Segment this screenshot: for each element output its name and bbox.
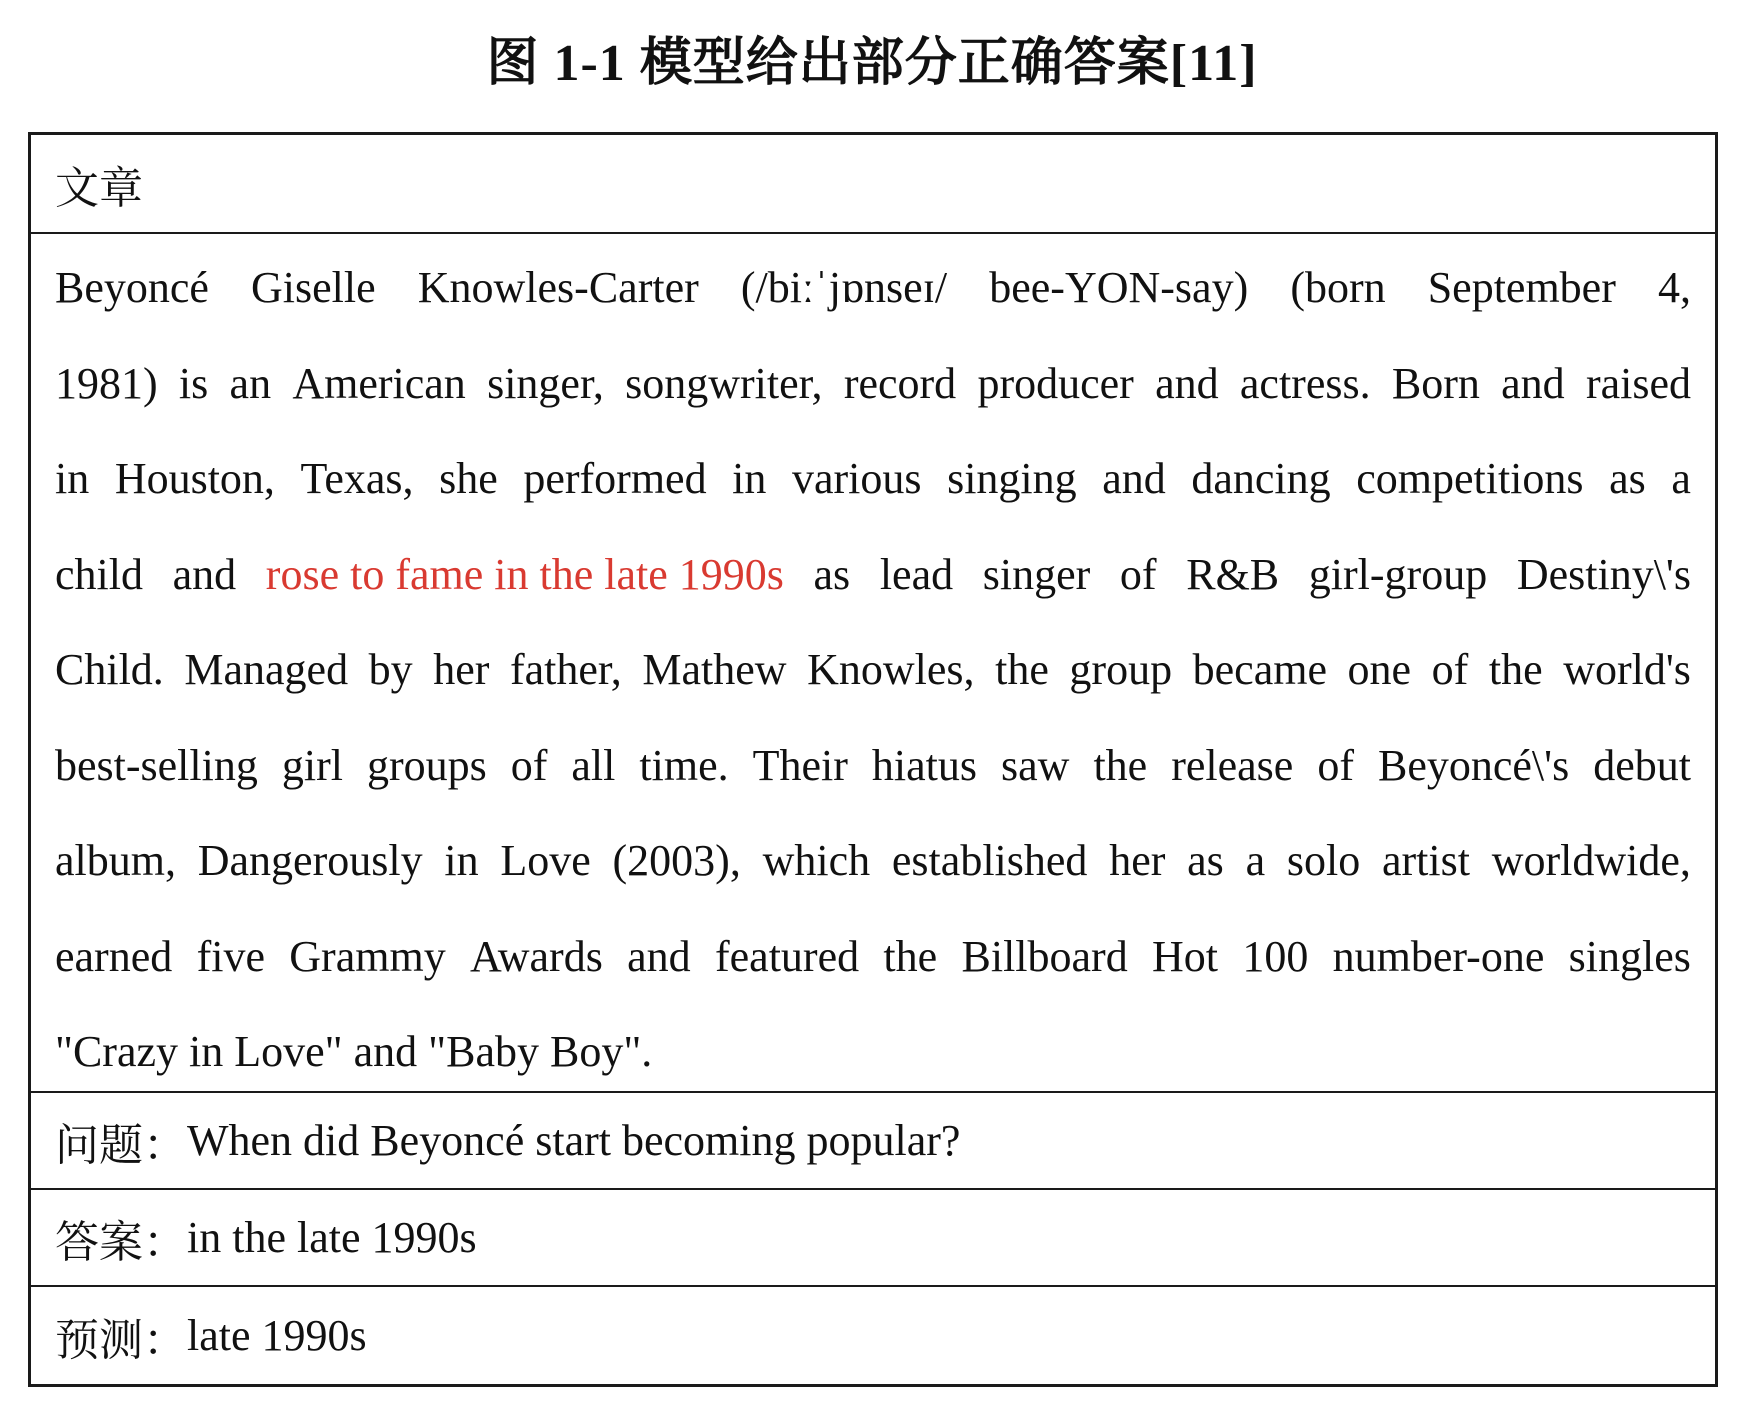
- passage-word: best-selling: [55, 740, 258, 790]
- passage-word: the: [883, 931, 938, 981]
- passage-word: performed: [523, 454, 707, 503]
- passage-word: a: [1245, 836, 1266, 885]
- passage-line: [55, 527, 1691, 623]
- answer-label: 答案：: [55, 1217, 187, 1267]
- passage-word: of: [1431, 645, 1469, 694]
- passage-word: established: [891, 836, 1088, 885]
- passage-word: Dangerously: [197, 836, 423, 885]
- passage-word: lead: [879, 549, 954, 599]
- passage-word: Giselle: [251, 263, 376, 312]
- passage-word: Billboard: [961, 931, 1128, 981]
- passage-word: Managed: [184, 645, 349, 694]
- passage-word: Texas,: [300, 454, 414, 503]
- passage-line: [55, 1004, 1691, 1100]
- passage-line: [55, 718, 1691, 814]
- passage-line: [55, 336, 1691, 432]
- passage-word: Mathew: [642, 645, 787, 694]
- passage-word: artist: [1381, 836, 1470, 885]
- passage-word: 100: [1242, 931, 1309, 981]
- passage-word: father,: [509, 645, 622, 694]
- question-text: When did Beyoncé start becoming popular?: [187, 1116, 961, 1165]
- passage-word: became: [1192, 645, 1327, 694]
- passage-word: singing: [947, 454, 1077, 503]
- passage-word: and: [1102, 454, 1166, 503]
- passage-word: "Crazy in Love" and "Baby Boy".: [55, 1027, 653, 1076]
- passage-line: [55, 813, 1691, 909]
- passage-word: as: [1187, 836, 1224, 885]
- qa-example-table: [28, 132, 1718, 1387]
- passage-word: her: [433, 645, 490, 694]
- passage-word: and: [627, 931, 691, 981]
- passage-word: Beyoncé\'s: [1377, 740, 1570, 790]
- passage-word: competitions: [1356, 454, 1584, 503]
- passage-word: release: [1171, 740, 1294, 790]
- prediction-text: late 1990s: [187, 1311, 367, 1360]
- passage-word: Awards: [470, 931, 603, 981]
- answer-text: in the late 1990s: [187, 1213, 477, 1262]
- passage-word: girl: [281, 740, 343, 790]
- passage-word: as: [1609, 454, 1646, 503]
- passage-word: a: [1671, 454, 1691, 503]
- question-row: [31, 1093, 1715, 1190]
- passage-word: girl-group: [1308, 549, 1488, 599]
- passage-word: her: [1109, 836, 1166, 885]
- passage-word: saw: [1001, 740, 1070, 790]
- passage-word: of: [1119, 549, 1157, 599]
- passage-word: (/biːˈjɒnseɪ/: [740, 263, 948, 312]
- passage-word: Child.: [55, 645, 164, 694]
- passage-word: child: [55, 549, 143, 599]
- passage-word: which: [762, 836, 871, 885]
- passage-word: 4,: [1657, 263, 1691, 312]
- passage-word: the: [995, 645, 1049, 694]
- passage-word: the: [1093, 740, 1148, 790]
- passage-word: songwriter,: [625, 358, 823, 408]
- passage-word: hiatus: [871, 740, 977, 790]
- passage-row: [31, 234, 1715, 1093]
- passage-word: in: [444, 836, 479, 885]
- passage-word: world's: [1563, 645, 1691, 694]
- passage-word: of: [1317, 740, 1354, 790]
- passage-word: bee-YON-say): [989, 263, 1249, 312]
- passage-word: one: [1347, 645, 1412, 694]
- passage-word: actress.: [1239, 358, 1371, 408]
- passage-word: featured: [714, 931, 860, 981]
- passage-word: 1981): [55, 358, 158, 408]
- passage-word: Houston,: [114, 454, 275, 503]
- figure-title: 图 1-1 模型给出部分正确答案[11]: [486, 35, 1258, 92]
- passage-word: an: [229, 358, 272, 408]
- passage-word: (2003),: [612, 836, 741, 885]
- passage-word: singer: [982, 549, 1091, 599]
- passage-word: Born: [1391, 358, 1480, 408]
- passage-line: [55, 431, 1691, 527]
- passage-word: Grammy: [289, 931, 446, 981]
- passage-word: album,: [55, 836, 176, 885]
- prediction-label: 预测：: [55, 1315, 187, 1365]
- passage-word: solo: [1286, 836, 1361, 885]
- passage-word: she: [439, 454, 498, 503]
- passage-word: singer,: [487, 358, 604, 408]
- answer-row: [31, 1190, 1715, 1287]
- passage-line: [55, 909, 1691, 1005]
- passage-word: producer: [977, 358, 1134, 408]
- prediction-row: [31, 1287, 1715, 1384]
- passage-word: Love: [500, 836, 591, 885]
- passage-word: dancing: [1191, 454, 1331, 503]
- passage-word: Destiny\'s: [1516, 549, 1691, 599]
- passage-word: in: [732, 454, 767, 503]
- passage-word: singles: [1568, 931, 1691, 981]
- passage-word: Their: [752, 740, 848, 790]
- passage-word: (born: [1290, 263, 1386, 312]
- passage-word: groups: [366, 740, 487, 790]
- passage-word: five: [196, 931, 265, 981]
- passage-word: record: [843, 358, 957, 408]
- passage-word: group: [1069, 645, 1173, 694]
- passage-word: Knowles,: [807, 645, 975, 694]
- question-label: 问题：: [55, 1120, 187, 1170]
- passage-word: is: [178, 358, 209, 408]
- passage-word: and: [172, 549, 237, 599]
- passage-word: R&B: [1186, 549, 1280, 599]
- passage-line: [55, 240, 1691, 336]
- passage-text: [55, 240, 1691, 1100]
- passage-line: [55, 622, 1691, 718]
- passage-word: as: [813, 549, 851, 599]
- passage-word: time.: [639, 740, 729, 790]
- passage-header: 文章: [55, 163, 143, 213]
- passage-word: by: [368, 645, 413, 694]
- passage-word: all: [571, 740, 616, 790]
- passage-word: various: [791, 454, 922, 503]
- passage-word: raised: [1585, 358, 1691, 408]
- passage-word: Hot: [1152, 931, 1219, 981]
- passage-word: earned: [55, 931, 173, 981]
- passage-word: and: [1501, 358, 1565, 408]
- passage-header-row: [31, 135, 1715, 234]
- passage-word: the: [1488, 645, 1543, 694]
- passage-word: in: [55, 454, 90, 503]
- passage-word: number-one: [1332, 931, 1545, 981]
- passage-word: debut: [1593, 740, 1691, 790]
- passage-word: and: [1155, 358, 1219, 408]
- highlighted-answer-span: rose to fame in the late 1990s: [265, 549, 784, 599]
- passage-word: of: [510, 740, 548, 790]
- passage-word: Knowles-Carter: [417, 263, 699, 312]
- passage-word: September: [1427, 263, 1616, 312]
- passage-word: worldwide,: [1491, 836, 1691, 885]
- passage-word: American: [292, 358, 466, 408]
- passage-word: Beyoncé: [55, 263, 209, 312]
